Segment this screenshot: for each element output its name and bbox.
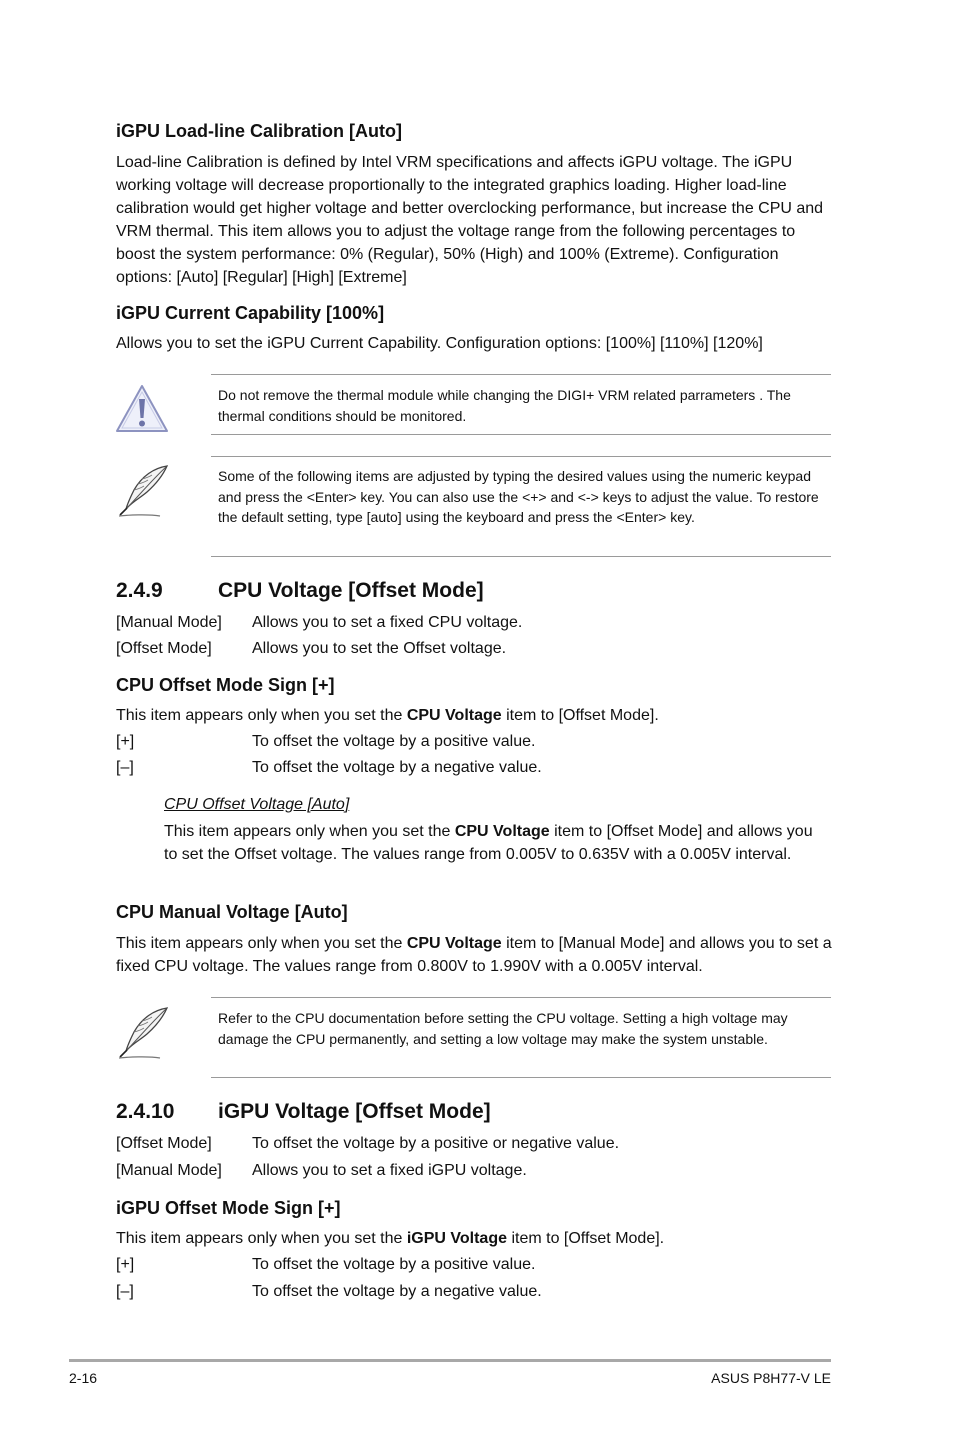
section-title: CPU Voltage [Offset Mode] [218, 579, 484, 602]
option-desc: To offset the voltage by a negative value. [252, 1283, 542, 1300]
cpu-manual-voltage-heading: CPU Manual Voltage [Auto] [116, 902, 348, 922]
note-rule-bottom [211, 556, 831, 557]
igpu-llc-body: Load-line Calibration is defined by Intel VRM specifications and affects iGPU voltage. The iGPU working voltage will decrease proportionally to the integrated graphics loading. Higher load-line calibration would get higher voltage and better overclocking performance, but increase the CPU and VRM thermal. This item allows you to adjust the voltage range from the following percentages to boost the system performance: 0% (Regular), 50% (High) and 100% (Extreme). Configuration options: [Auto] [Regular] [High] [Extreme] [116, 154, 824, 286]
option-desc: Allows you to set a fixed CPU voltage. [252, 614, 523, 631]
option-key: [–] [116, 1283, 134, 1300]
option-desc: Allows you to set the Offset voltage. [252, 640, 507, 657]
cpu-offset-voltage-heading: CPU Offset Voltage [Auto] [164, 796, 350, 813]
page-number: 2-16 [69, 1370, 98, 1386]
note-rule-top [211, 456, 831, 457]
option-key: [Offset Mode] [116, 1135, 212, 1152]
body-bold: CPU Voltage [406, 935, 502, 952]
intro-text: This item appears only when you set the [116, 707, 407, 724]
option-desc: To offset the voltage by a positive value. [252, 1256, 536, 1273]
intro-bold: iGPU Voltage [406, 1230, 507, 1247]
option-desc: To offset the voltage by a negative value. [252, 759, 542, 776]
igpu-offset-sign-heading: iGPU Offset Mode Sign [+] [116, 1198, 341, 1218]
option-desc: To offset the voltage by a positive value. [252, 733, 536, 750]
option-desc: To offset the voltage by a positive or negative value. [252, 1135, 620, 1152]
option-desc: Allows you to set a fixed iGPU voltage. [252, 1162, 527, 1179]
note-rule-bottom [211, 1077, 831, 1078]
option-key: [Offset Mode] [116, 640, 212, 657]
note-rule-top [211, 997, 831, 998]
igpu-offset-sign-intro [116, 1227, 664, 1250]
quill-pen-icon [114, 1004, 172, 1067]
cpu-manual-voltage-body [116, 932, 836, 978]
option-key: [Manual Mode] [116, 614, 222, 631]
option-key: [–] [116, 759, 134, 776]
option-key: [+] [116, 733, 135, 750]
body-bold: CPU Voltage [454, 823, 550, 840]
note-rule-top [211, 374, 831, 375]
warning-note-text: Do not remove the thermal module while changing the DIGI+ VRM related parrameters . The thermal conditions should be monitored. [218, 387, 791, 424]
option-key: [Manual Mode] [116, 1162, 222, 1179]
keypad-note-text: Some of the following items are adjusted by typing the desired values using the numeric keypad and press the <Enter> key. You can also use the <+> and <-> keys to adjust the value. To restore the default setting, type [auto] using the keyboard and press the <Enter> key. [218, 468, 819, 525]
body-text: This item appears only when you set the [164, 823, 455, 840]
product-name: ASUS P8H77-V LE [711, 1370, 831, 1386]
section-title: iGPU Voltage [Offset Mode] [218, 1100, 491, 1123]
note-rule-bottom [211, 434, 831, 435]
intro-bold: CPU Voltage [406, 707, 502, 724]
intro-text: item to [Offset Mode]. [501, 707, 659, 724]
cpu-offset-sign-intro [116, 704, 659, 727]
intro-text: item to [Offset Mode]. [507, 1230, 665, 1247]
option-key: [+] [116, 1256, 135, 1273]
cpu-offset-voltage-body [164, 820, 814, 866]
footer-rule [69, 1359, 831, 1362]
section-number: 2.4.10 [116, 1100, 175, 1123]
cpu-doc-note-text: Refer to the CPU documentation before setting the CPU voltage. Setting a high voltage may damage the CPU permanently, and setting a low voltage may make the system unstable. [218, 1010, 788, 1047]
cpu-offset-sign-heading: CPU Offset Mode Sign [+] [116, 675, 335, 695]
igpu-current-body: Allows you to set the iGPU Current Capability. Configuration options: [100%] [110%] [120%] [116, 335, 763, 352]
body-text: item to [Offset Mode] and allows you to set the Offset voltage. The values range from 0.005V to 0.635V with a 0.005V interval. [164, 823, 813, 863]
body-text: item to [Manual Mode] and allows you to set a fixed CPU voltage. The values range from 0.800V to 1.990V with a 0.005V interval. [116, 935, 832, 975]
section-number: 2.4.9 [116, 579, 163, 602]
igpu-current-heading: iGPU Current Capability [100%] [116, 303, 385, 323]
body-text: This item appears only when you set the [116, 935, 407, 952]
igpu-llc-heading: iGPU Load-line Calibration [Auto] [116, 121, 402, 141]
warning-triangle-icon [114, 383, 170, 440]
intro-text: This item appears only when you set the [116, 1230, 407, 1247]
quill-pen-icon [114, 462, 172, 525]
